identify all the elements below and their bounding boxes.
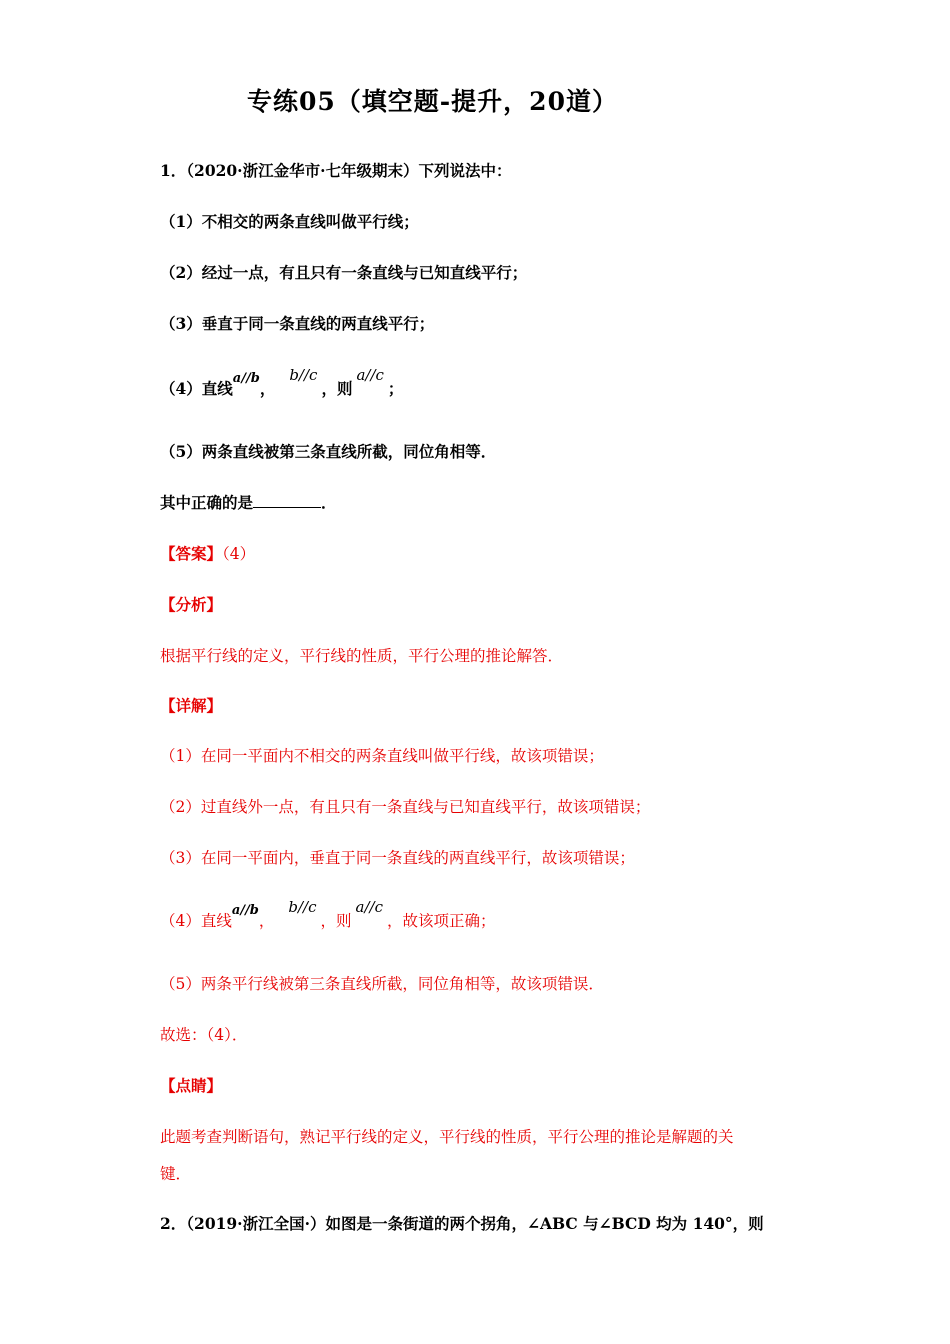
q1-number: 1． [160,161,187,180]
math-a-parallel-c: a//c [355,898,383,916]
q1-analysis-tag [160,595,222,615]
q2-source: （2019·浙江全国·） [186,1214,326,1233]
q1-analysis-text: 根据平行线的定义，平行线的性质，平行公理的推论解答． [160,647,564,665]
q1-comment-line-1: 此题考查判断语句，熟记平行线的定义，平行线的性质，平行公理的推论是解题的关 [160,1128,734,1146]
math-b-parallel-c: b//c [288,898,317,916]
q2-number: 2． [160,1214,187,1233]
math-a-parallel-b: a//b [231,903,259,918]
comment-tag: 【点睛】 [160,1076,223,1095]
q1-item-4 [160,366,404,401]
q1-detail-5: （5）两条平行线被第三条直线所截，同位角相等，故该项错误． [160,975,604,993]
q1-answer [160,544,255,564]
q1-ask [160,493,337,513]
q1-choice: 故选：（4）． [160,1026,248,1044]
q1-detail-4 [160,898,496,933]
q2-stem-text: 如图是一条街道的两个拐角，∠ABC 与∠BCD 均为 140°，则 [325,1214,764,1233]
q1-detail-4-end: ，故该项正确； [387,912,496,930]
q1-item-4-sep2: ，则 [321,379,353,398]
page-title: 专练05（填空题-提升，20道） [247,87,618,116]
q1-detail-4-sep1: ， [258,912,275,930]
q1-detail-3: （3）在同一平面内，垂直于同一条直线的两直线平行，故该项错误； [160,849,635,867]
q1-detail-2: （2）过直线外一点，有且只有一条直线与已知直线平行，故该项错误； [160,798,651,816]
detail-tag: 【详解】 [160,696,223,715]
q1-item-2: （2）经过一点，有且只有一条直线与已知直线平行； [160,263,528,282]
q1-ask-end: ． [321,493,337,512]
q1-item-3: （3）垂直于同一条直线的两直线平行； [160,314,435,333]
q2-stem [160,1214,764,1234]
q1-comment-tag [160,1076,222,1096]
analysis-tag: 【分析】 [160,595,223,614]
q1-detail-1: （1）在同一平面内不相交的两条直线叫做平行线，故该项错误； [160,747,604,765]
q1-item-4-prefix: （4）直线 [160,379,233,398]
math-b-parallel-c: b//c [289,366,318,384]
q1-detail-4-prefix: （4）直线 [160,912,232,930]
math-a-parallel-b: a//b [232,371,260,386]
q1-stem-text: 下列说法中： [418,161,512,180]
answer-blank [253,493,321,508]
q1-item-1: （1）不相交的两条直线叫做平行线； [160,212,419,231]
q1-ask-text: 其中正确的是 [160,493,254,512]
q1-item-5: （5）两条直线被第三条直线所截，同位角相等． [160,442,497,461]
math-a-parallel-c: a//c [356,366,384,384]
q1-stem [160,161,512,181]
q1-detail-4-sep2: ，则 [320,912,352,930]
q1-item-4-end: ； [387,379,404,398]
answer-tag: 【答案】 [160,544,223,563]
q1-detail-tag [160,696,222,716]
q1-item-4-sep1: ， [259,379,276,398]
q1-comment-line-2: 键． [160,1165,192,1183]
answer-value: （4） [222,545,256,563]
q1-source: （2020·浙江金华市·七年级期末） [186,161,419,180]
